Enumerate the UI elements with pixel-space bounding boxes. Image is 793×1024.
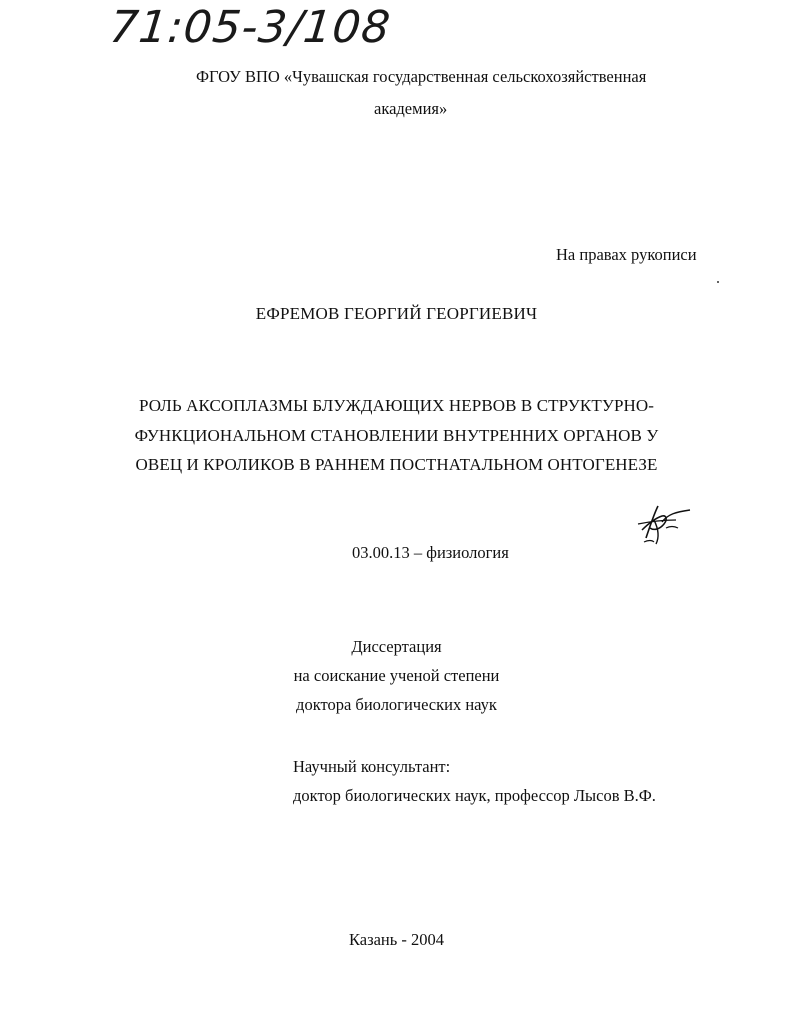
archive-stamp-handwritten: 71:05-3/108 (107, 2, 394, 53)
dissertation-purpose: на соискание ученой степени (293, 666, 500, 685)
specialty-code: 03.00.13 – физиология (352, 543, 509, 562)
consultant-label: Научный консультант: (293, 757, 451, 776)
city-year: Казань - 2004 (348, 930, 445, 949)
scientific-consultant-block (293, 752, 656, 810)
signature-icon (632, 500, 694, 550)
organization-line-1: ФГОУ ВПО «Чувашская государственная сельскохозяйственная (196, 67, 647, 86)
title-line-2: ФУНКЦИОНАЛЬНОМ СТАНОВЛЕНИИ ВНУТРЕННИХ ОРГАНОВ У (134, 425, 659, 445)
rights-notice: На правах рукописи (556, 245, 697, 264)
dissertation-degree: доктора биологических наук (296, 695, 497, 714)
dissertation-title (120, 391, 673, 480)
consultant-name: доктор биологических наук, профессор Лысов В.Ф. (293, 786, 656, 805)
title-line-1: РОЛЬ АКСОПЛАЗМЫ БЛУЖДАЮЩИХ НЕРВОВ В СТРУКТУРНО- (138, 396, 655, 415)
dissertation-degree-block (0, 632, 793, 719)
organization-line-2: академия» (374, 99, 448, 118)
dissertation-label: Диссертация (351, 637, 442, 656)
author-name: ЕФРЕМОВ ГЕОРГИЙ ГЕОРГИЕВИЧ (255, 304, 538, 323)
title-line-3: ОВЕЦ И КРОЛИКОВ В РАННЕМ ПОСТНАТАЛЬНОМ ОНТОГЕНЕЗЕ (135, 455, 658, 474)
speck-mark (717, 281, 719, 283)
